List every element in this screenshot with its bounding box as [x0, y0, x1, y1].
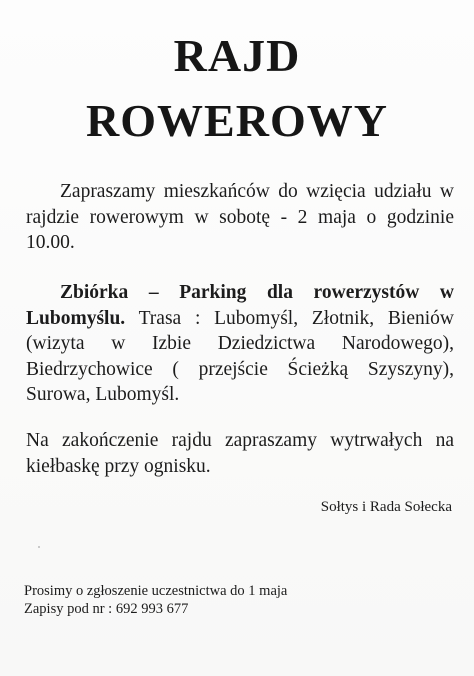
route-description: Trasa : Lubomyśl, Złotnik, Bieniów (wizyta w Izbie Dziedzictwa Narodowego), Biedrzychowice ( przejście Ścieżką Szyszyny), Surowa, Lubomyśl. — [26, 307, 454, 405]
title-line-2: ROWEROWY — [86, 95, 388, 146]
phone-note: Zapisy pod nr : 692 993 677 — [24, 601, 189, 617]
title-line-1: RAJD — [173, 30, 301, 81]
registration-note: Prosimy o zgłoszenie uczestnictwa do 1 maja — [24, 583, 288, 599]
invitation-paragraph: Zapraszamy mieszkańców do wzięcia udziału w rajdzie rowerowym w sobotę - 2 maja o godzinie 10.00. — [26, 181, 454, 253]
closing-paragraph: Na zakończenie rajdu zapraszamy wytrwałych na kiełbaskę przy ognisku. — [26, 430, 454, 477]
route-paragraph — [26, 280, 454, 408]
paper-speck — [38, 546, 40, 548]
meeting-point-label: Zbiórka – Parking dla rowerzystów w Lubomyślu. — [26, 282, 454, 329]
signature: Sołtys i Rada Sołecka — [320, 499, 452, 515]
